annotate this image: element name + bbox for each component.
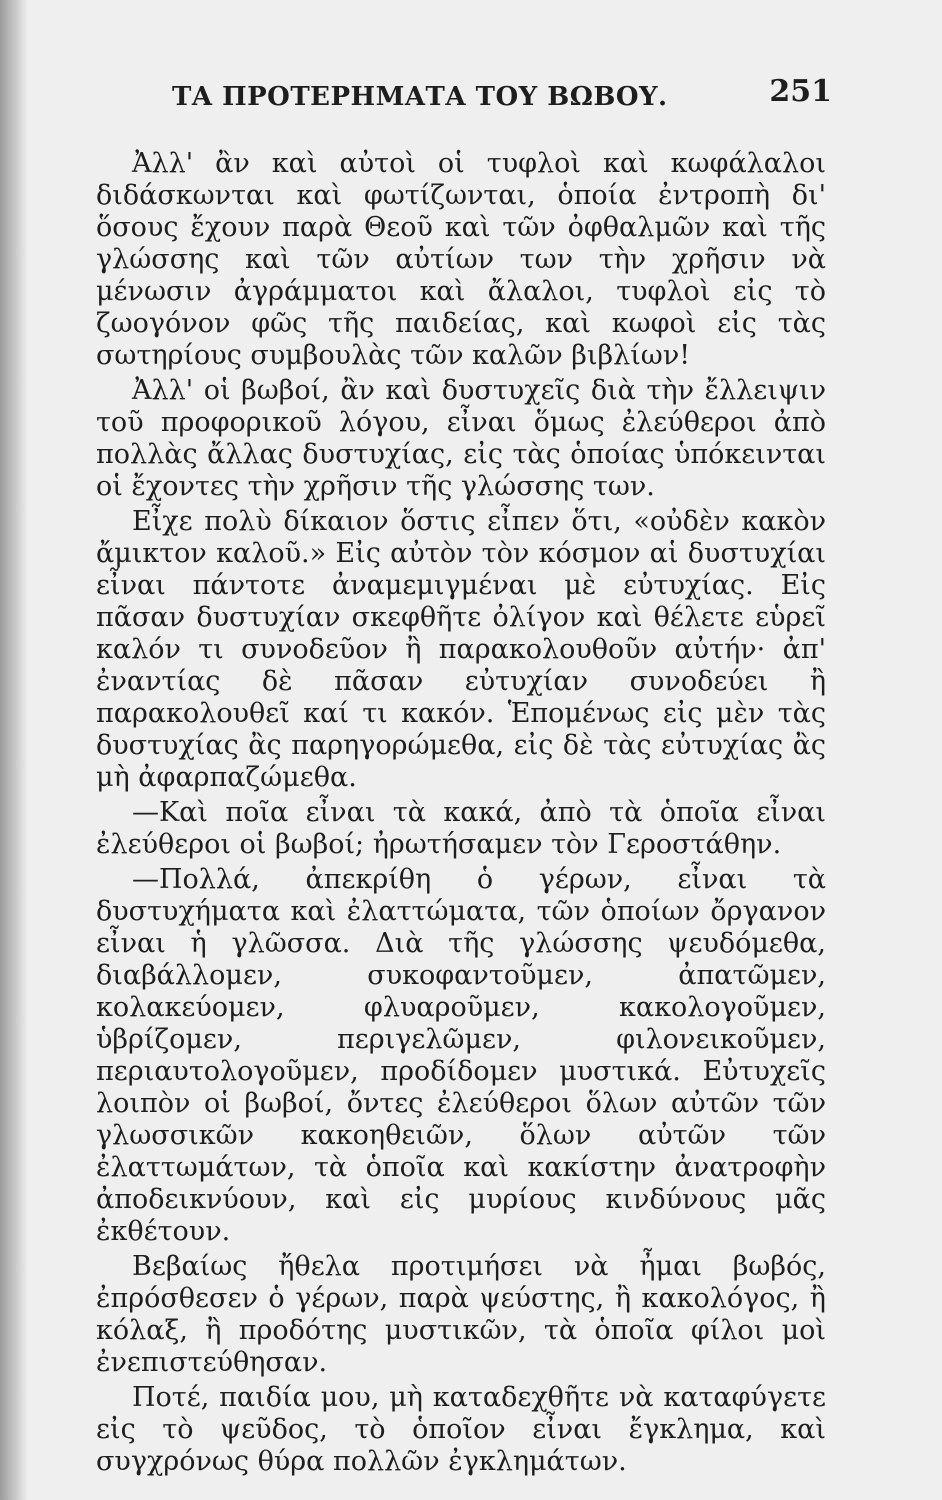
- page-number: 251: [769, 74, 832, 109]
- body-text: [96, 148, 826, 1481]
- paragraph: Βεβαίως ἤθελα προτιμήσει νὰ ἦμαι βωβός, ἐπρόσθεσεν ὁ γέρων, παρὰ ψεύστης, ἢ κακολόγος, ἢ κόλαξ, ἢ προδότης μυστικῶν, τὰ ὁποῖα φίλοι μοὶ ἐνεπιστεύθησαν.: [96, 1251, 826, 1378]
- running-title: ΤΑ ΠΡΟΤΕΡΗΜΑΤΑ ΤΟΥ ΒΩΒΟΥ.: [172, 82, 668, 112]
- page-header: [172, 72, 832, 122]
- paragraph: Ἀλλ' οἱ βωβοί, ἂν καὶ δυστυχεῖς διὰ τὴν ἔλλειψιν τοῦ προφορικοῦ λόγου, εἶναι ὅμως ἐλεύθεροι ἀπὸ πολλὰς ἄλλας δυστυχίας, εἰς τὰς ὁποίας ὑπόκεινται οἱ ἔχοντες τὴν χρῆσιν τῆς γλώσσης των.: [96, 375, 826, 502]
- paragraph: —Πολλά, ἀπεκρίθη ὁ γέρων, εἶναι τὰ δυστυχήματα καὶ ἐλαττώματα, τῶν ὁποίων ὄργανον εἶναι ἡ γλῶσσα. Διὰ τῆς γλώσσης ψευδόμεθα, διαβάλλομεν, συκοφαντοῦμεν, ἀπατῶμεν, κολακεύομεν, φλυαροῦμεν, κακολογοῦμεν, ὑβρίζομεν, περιγελῶμεν, φιλονεικοῦμεν, περιαυτολογοῦμεν, προδίδομεν μυστικά. Εὐτυχεῖς λοιπὸν οἱ βωβοί, ὄντες ἐλεύθεροι ὅλων αὐτῶν τῶν γλωσσικῶν κακοηθειῶν, ὅλων αὐτῶν τῶν ἐλαττωμάτων, τὰ ὁποῖα καὶ κακίστην ἀνατροφὴν ἀποδεικνύουν, καὶ εἰς μυρίους κινδύνους μᾶς ἐκθέτουν.: [96, 864, 826, 1247]
- paragraph: Εἶχε πολὺ δίκαιον ὅστις εἶπεν ὅτι, «οὐδὲν κακὸν ἄμικτον καλοῦ.» Εἰς αὐτὸν τὸν κόσμον αἱ δυστυχίαι εἶναι πάντοτε ἀναμεμιγμέναι μὲ εὐτυχίας. Εἰς πᾶσαν δυστυχίαν σκεφθῆτε ὀλίγον καὶ θέλετε εὑρεῖ καλόν τι συνοδεῦον ἢ παρακολουθοῦν αὐτήν· ἀπ' ἐναντίας δὲ πᾶσαν εὐτυχίαν συνοδεύει ἢ παρακολουθεῖ καί τι κακόν. Ἑπομένως εἰς μὲν τὰς δυστυχίας ἂς παρηγορώμεθα, εἰς δὲ τὰς εὐτυχίας ἂς μὴ ἀφαρπαζώμεθα.: [96, 506, 826, 793]
- paragraph: Ἀλλ' ἂν καὶ αὐτοὶ οἱ τυφλοὶ καὶ κωφάλαλοι διδάσκωνται καὶ φωτίζωνται, ὁποία ἐντροπὴ δι' ὅσους ἔχουν παρὰ Θεοῦ καὶ τῶν ὀφθαλμῶν καὶ τῆς γλώσσης καὶ τῶν αὐτίων των τὴν χρῆσιν νὰ μένωσιν ἀγράμματοι καὶ ἄλαλοι, τυφλοὶ εἰς τὸ ζωογόνον φῶς τῆς παιδείας, καὶ κωφοὶ εἰς τὰς σωτηρίους συμβουλὰς τῶν καλῶν βιβλίων!: [96, 148, 826, 371]
- paragraph: Ποτέ, παιδία μου, μὴ καταδεχθῆτε νὰ καταφύγετε εἰς τὸ ψεῦδος, τὸ ὁποῖον εἶναι ἔγκλημα, καὶ συγχρόνως θύρα πολλῶν ἐγκλημάτων.: [96, 1382, 826, 1477]
- paragraph: —Καὶ ποῖα εἶναι τὰ κακά, ἀπὸ τὰ ὁποῖα εἶναι ἐλεύθεροι οἱ βωβοί; ἠρωτήσαμεν τὸν Γεροστάθην.: [96, 797, 826, 860]
